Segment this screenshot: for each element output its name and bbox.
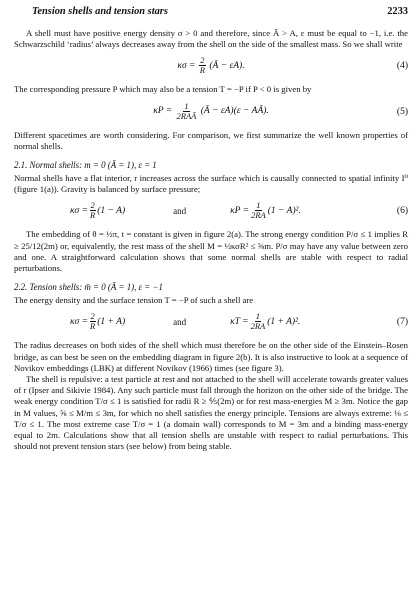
running-title: Tension shells and tension stars [32, 6, 168, 17]
equation-number: (5) [396, 106, 408, 117]
section-heading-2-1: 2.1. Normal shells: m = 0 (Ā = 1), ε = 1 [14, 160, 157, 171]
page-number: 2233 [387, 6, 408, 17]
paragraph-4: Normal shells have a flat interior, r increases across the surface which is causally connected to spatial infinity I⁰ (figure 1(a)). Gravity is balanced by surface pressure; [14, 173, 408, 195]
paragraph-5: The embedding of θ = ½π, t = constant is given in figure 2(a). The strong energy condition P/σ ≤ 1 implies R ≥ 25/12(2m) or, equivalently, the rest mass of the shell M = ½κσR² ≤ ⅝m. P/σ may have any value between zero and one. A straightforward calculation shows that some normal shells are stable with respect to radial perturbations. [14, 229, 408, 274]
paragraph-1: A shell must have positive energy density σ > 0 and therefore, since Ā > A, ε must be equal to −1, i.e. the Schwarzschild ‘radius’ always decreases away from the shell on the side of the smallest mass. So we shall write [14, 28, 408, 50]
paragraph-6: The energy density and the surface tension T = −P of such a shell are [14, 295, 254, 306]
page-header [14, 6, 408, 17]
equation-5: κP = $\frac{1}{\text{2RAĀ}}$ (Ā − εA)(ε − AĀ). (5) [153, 100, 408, 121]
equation-7: κσ = $\frac{2}{R}$ (1 + A) and κT = $\frac{1}{2RA}$ (1 + A)². (7) [70, 311, 408, 332]
journal-page [14, 6, 408, 452]
section-heading-2-2: 2.2. Tension shells: m̄ = 0 (Ā = 1), ε = −1 [14, 282, 163, 293]
paragraph-8: The shell is repulsive: a test particle at rest and not attached to the shell will accelerate towards greater values of r (Ipser and Sikivie 1984). Any such particle must fall through the horizon on the other side of the bridge. The weak energy condition T/σ ≤ 1 is satisfied for radii R ≥ ⅘(2m) or for rest mass-energies M ≥ 3m. Notice the gap in M values, ⅝ ≤ M/m ≤ 3m, for which no shell satisfies the energy principle. Tensions are always extreme: ⅛ ≤ T/σ ≤ 1. The most extreme case T/σ = 1 (a domain wall) corresponds to M = 3m and a binding mass-energy equal to 2m. Calculations show that all tension shells are unstable with respect to radial perturbations. This should not prevent tension stars (see below) from being stable. [14, 374, 408, 452]
equation-number: (4) [396, 61, 408, 72]
equation-6: κσ = $\frac{2}{R}$ (1 − A) and κP = $\frac{1}{2RA}$ (1 − A)². (6) [70, 200, 408, 221]
equation-number: (6) [396, 206, 408, 217]
paragraph-2: The corresponding pressure P which may also be a tension T = −P if P < 0 is given by [14, 84, 312, 95]
paragraph-3: Different spacetimes are worth considering. For comparison, we first summarize the well known properties of normal shells. [14, 129, 408, 151]
paragraph-7: The radius decreases on both sides of the shell which must therefore be on the other side of the Einstein–Rosen bridge, as can best be seen on the embedding diagram in figure 2(b). It is also instructive to look at a sequence of Novikov embeddings (LBK) at different Novikov (1966) times (see figure 3). [14, 340, 408, 373]
equation-4: κσ = $\frac{2}{R}$ (Ā − εA). (4) [177, 55, 408, 76]
equation-number: (7) [396, 317, 408, 328]
